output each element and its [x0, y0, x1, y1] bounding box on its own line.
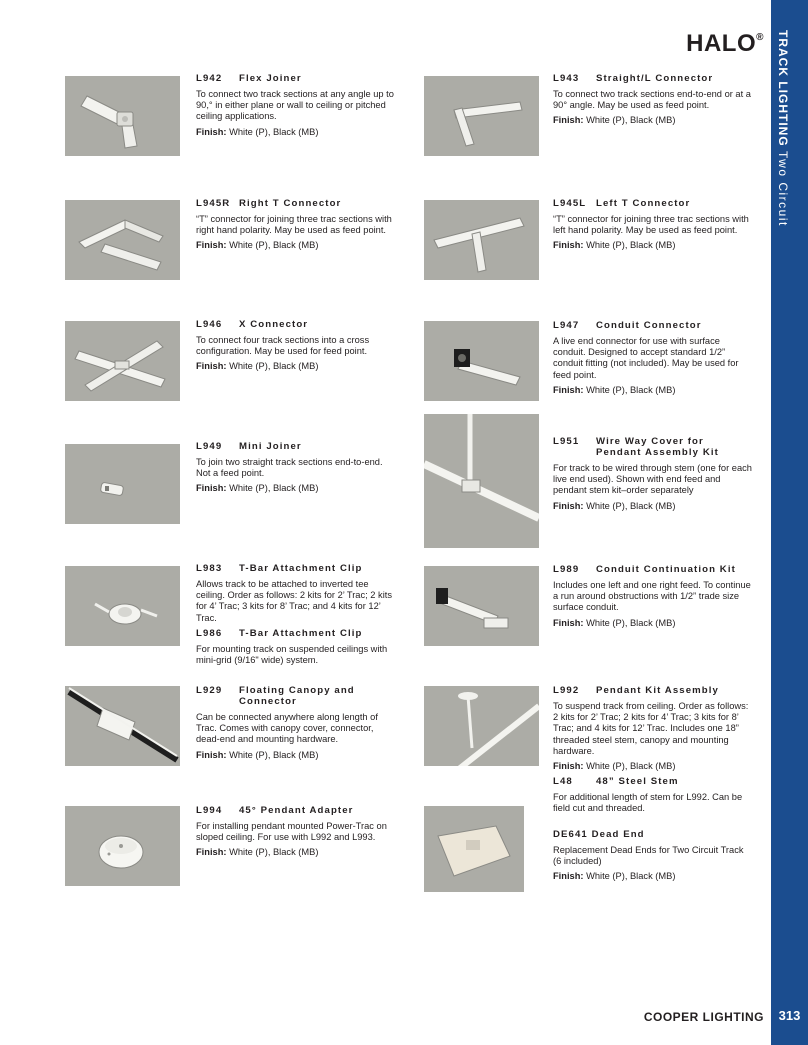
finish-value: White (P), Black (MB)	[229, 483, 319, 494]
product-de641	[553, 829, 753, 883]
product-title: Left T Connector	[596, 198, 691, 209]
product-finish	[553, 501, 753, 512]
page-number: 313	[778, 1008, 801, 1023]
product-code: L986	[196, 627, 223, 639]
product-description: A live end connector for use with surface conduit. Designed to accept standard 1/2” conduit fitting (not included). May be used for feed point.	[553, 336, 739, 380]
product-finish	[553, 115, 753, 126]
finish-value: White (P), Black (MB)	[586, 871, 676, 882]
product-title: Flex Joiner	[239, 73, 302, 84]
finish-label: Finish:	[553, 115, 584, 126]
product-l994	[196, 805, 396, 859]
product-code: L947	[553, 320, 580, 331]
product-description: To suspend track from ceiling. Order as follows: 2 kits for 2’ Trac; 2 kits for 4’ Trac; 3 kits for 8’ Trac; and 4 kits for 12’ Trac. Includes one 18” threaded steel stem, canopy and mounting hardware.	[553, 701, 749, 756]
product-l929	[196, 685, 396, 761]
product-finish	[196, 847, 396, 858]
product-description: “T” connector for joining three trac sections with left hand polarity. May be used as feed point.	[553, 214, 749, 236]
dead-end-photo	[424, 806, 524, 892]
product-title: T-Bar Attachment Clip	[239, 563, 363, 574]
finish-value: White (P), Black (MB)	[586, 240, 676, 251]
floating-canopy-photo	[65, 686, 180, 766]
product-description: To connect two track sections at any angle up to 90,° in either plane or wall to ceiling or pitched ceiling applications.	[196, 89, 394, 122]
conduit-continuation-photo	[424, 566, 539, 646]
product-code: L949	[196, 441, 223, 452]
product-code: L983	[196, 563, 223, 574]
right-t-connector-photo	[65, 200, 180, 280]
product-title: 48” Steel Stem	[596, 776, 679, 788]
product-code: L951	[553, 436, 580, 447]
finish-value: White (P), Black (MB)	[229, 126, 319, 137]
product-finish	[553, 871, 753, 882]
pendant-adapter-photo	[65, 806, 180, 886]
product-title: 45° Pendant Adapter	[239, 805, 354, 816]
product-l942	[196, 73, 396, 138]
finish-value: White (P), Black (MB)	[229, 847, 319, 858]
product-finish	[553, 240, 753, 251]
finish-value: White (P), Black (MB)	[586, 617, 676, 628]
finish-label: Finish:	[553, 384, 584, 395]
mini-joiner-photo	[65, 444, 180, 524]
product-l945r	[196, 198, 396, 252]
product-title: Conduit Connector	[596, 320, 702, 331]
finish-value: White (P), Black (MB)	[586, 384, 676, 395]
wire-way-cover-photo	[424, 414, 539, 548]
flex-joiner-photo	[65, 76, 180, 156]
finish-label: Finish:	[553, 761, 584, 772]
product-finish	[196, 127, 396, 138]
t-bar-clip-photo	[65, 566, 180, 646]
section-subtitle: Two Circuit	[776, 151, 790, 227]
product-title: Mini Joiner	[239, 441, 302, 452]
product-finish	[553, 618, 753, 629]
finish-label: Finish:	[553, 871, 584, 882]
product-description-continued: a run around obstructions with 1/2” trade size surface conduit.	[553, 591, 740, 613]
product-code: L945R	[196, 198, 231, 209]
product-code: L929	[196, 685, 223, 696]
product-description: For mounting track on suspended ceilings with mini-grid (9/16" wide) system.	[196, 643, 388, 666]
product-finish	[196, 483, 396, 494]
product-title: Conduit Continuation Kit	[596, 564, 736, 575]
product-description: Can be connected anywhere along length of Trac. Comes with canopy cover, connector, dead-end and mounting hardware.	[196, 712, 378, 745]
product-l947	[553, 320, 753, 396]
product-description: To join two straight track sections end-to-end. Not a feed point.	[196, 457, 383, 479]
product-title: Straight/L Connector	[596, 73, 714, 84]
product-code: L946	[196, 319, 223, 330]
product-finish	[553, 385, 753, 396]
product-l943	[553, 73, 753, 127]
finish-value: White (P), Black (MB)	[586, 761, 676, 772]
product-description: Allows track to be attached to inverted tee ceiling. Order as follows: 2 kits for 2’ Trac; 2 kits for 4’ Trac; 3 kits for 8’ Trac; and 4 kits for 12’ Trac.	[196, 579, 392, 623]
conduit-connector-photo	[424, 321, 539, 401]
product-code: L943	[553, 73, 580, 84]
product-finish	[196, 750, 396, 761]
product-code: L48	[553, 776, 573, 788]
halo-logo	[660, 30, 764, 58]
finish-value: White (P), Black (MB)	[586, 500, 676, 511]
finish-label: Finish:	[553, 617, 584, 628]
pendant-kit-photo	[424, 686, 539, 766]
product-title: Right T Connector	[239, 198, 342, 209]
finish-value: White (P), Black (MB)	[229, 240, 319, 251]
product-l983	[196, 563, 396, 670]
product-code: L989	[553, 564, 580, 575]
product-description: To connect two track sections end-to-end or at a 90° angle. May be used as feed point.	[553, 89, 751, 111]
finish-value: White (P), Black (MB)	[229, 749, 319, 760]
finish-label: Finish:	[553, 500, 584, 511]
product-l946	[196, 319, 396, 373]
product-finish	[196, 240, 396, 251]
logo-text: HALO	[686, 30, 757, 57]
product-l951	[553, 436, 753, 512]
product-description: For track to be wired through stem (one for each live end used). Shown with end feed and pendant stem kit–order separately	[553, 463, 752, 496]
product-code: L942	[196, 73, 223, 84]
section-title: TRACK LIGHTING	[776, 30, 790, 147]
product-finish	[196, 361, 396, 372]
finish-label: Finish:	[196, 361, 227, 372]
finish-label: Finish:	[196, 240, 227, 251]
finish-label: Finish:	[196, 126, 227, 137]
product-code: L994	[196, 805, 223, 816]
product-title: Pendant Kit Assembly	[596, 685, 719, 696]
left-t-connector-photo	[424, 200, 539, 280]
product-l992	[553, 685, 753, 819]
product-description: For additional length of stem for L992. Can be field cut and threaded.	[553, 792, 743, 814]
product-description: For installing pendant mounted Power-Trac on sloped ceiling. For use with L992 and L993.	[196, 821, 387, 843]
product-title: Wire Way Cover for Pendant Assembly Kit	[596, 436, 719, 458]
product-l989	[553, 564, 753, 629]
product-description: Includes one left and one right feed. To continue	[553, 580, 751, 590]
product-title: X Connector	[239, 319, 309, 330]
finish-label: Finish:	[196, 749, 227, 760]
product-title: DE641 Dead End	[553, 829, 645, 840]
finish-label: Finish:	[196, 483, 227, 494]
footer-brand: COOPER LIGHTING	[643, 1010, 764, 1024]
finish-label: Finish:	[196, 847, 227, 858]
product-title: Floating Canopy and Connector	[239, 685, 355, 707]
product-l945l	[553, 198, 753, 252]
product-description: To connect four track sections into a cross configuration. May be used for feed point.	[196, 335, 370, 357]
product-description: “T” connector for joining three trac sections with right hand polarity. May be used as feed point.	[196, 214, 392, 236]
product-finish	[553, 761, 753, 772]
product-description: Replacement Dead Ends for Two Circuit Track (6 included)	[553, 845, 744, 867]
product-code: L945L	[553, 198, 587, 209]
section-label	[776, 30, 790, 227]
logo-mark: ®	[756, 32, 764, 43]
x-connector-photo	[65, 321, 180, 401]
product-l949	[196, 441, 396, 495]
product-code: L992	[553, 685, 580, 696]
straight-l-connector-photo	[424, 76, 539, 156]
finish-value: White (P), Black (MB)	[586, 115, 676, 126]
product-title: T-Bar Attachment Clip	[239, 627, 363, 639]
finish-value: White (P), Black (MB)	[229, 361, 319, 372]
finish-label: Finish:	[553, 240, 584, 251]
